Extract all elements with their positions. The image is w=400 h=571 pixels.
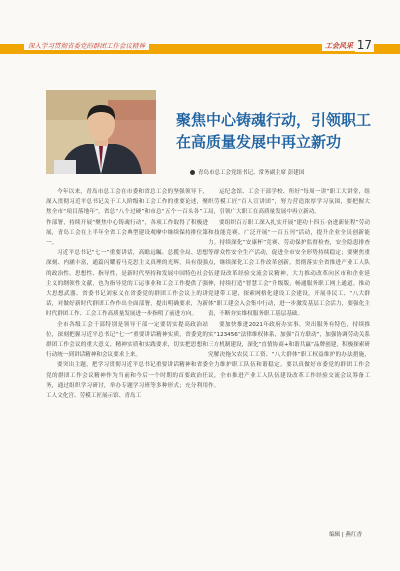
header-section-title: 深入学习贯彻省委党的群团工作会议精神 [24, 41, 149, 50]
article-column-right [208, 187, 370, 391]
paragraph: 运纪念馆、工会干部学校、所好“每周一讲”职工大讲堂，组织劳模工匠“百人宣讲团”，努力营造浓厚学习氛围，要把握大局，引领广大职工在高质量发展中再立新功。 [208, 189, 370, 216]
article-column-left [46, 187, 208, 401]
editor-credit: 编辑 | 燕红香 [329, 532, 362, 538]
paragraph: 要加快推进2021年政府办实事，突出服务有特色，持续推实“123456”法律维权体系，加强“百方联动”，加强协调劳动关系三方机制建设，深化“直情协商+和谐共赢”品牌创建，积极探索研究解决拖欠农民工工资、“八大群体”职工权益维护的办法措施，全力维护职工队伍和谐稳定。要以真做好市委党的群团工作会议，全市推进产业工人队伍建设改革工作经验交流会议筹备工作。 [208, 321, 370, 389]
header-column-name: 工会风采 [322, 41, 356, 51]
paragraph: 要组织百万职工深入扎实开展“建功十四五·奋进新征程”劳动和技能竞赛，广泛开展“一百五刊”活动，提升企业全员创新能力。持续深化“安康杯”竞赛、劳动保护监督检查，安全隐患排查等群众性安全生产活动，促进全市安全形势持续稳定；要聚焦重点，继续深化工会工作改革创新。贯彻落实全省推进产业工人队伍建设改革经验交流会议精神，大力推动改革向区市和企业延伸，持续打造“智慧工会”升级版，畅通服务职工网上通道。推动党建带工建，探索网格化建设工会建设，开展非民工、“八大群体”职工建会入会集中行动，进一步激发基层工会活力，要强化主责，不断夯实维权服务职工基层基础。 [208, 219, 370, 318]
paragraph: 要突出主题，把学习贯彻习近平总书记重要讲话精神和省委党的群团工作会议精神作为当前和今后一个时期的首要政治任务，通过组织学习研讨，举办专题学习班等多种形式；充分利用工人文化宫、劳模工匠展示馆、青岛工 [46, 362, 208, 400]
byline-text: 青岛市总工会党组书记、常务副主席 彭建国 [198, 170, 305, 176]
byline-bullet-icon [190, 170, 195, 175]
article-title: 聚焦中心铸魂行动，引领职工在高质量发展中再立新功 [176, 111, 372, 151]
paragraph: 全市各级工会干部特别是领导干部一定要切实提高政治站位，深刻把握习近平总书记“七一”重要讲话精神实质，省委党的群团工作会议的重大意义、精神实质和实践要求，切实把思想和行动统一到讲话精神和会议要求上来。 [46, 321, 208, 359]
page-number: 17 [356, 38, 372, 52]
paragraph: 今年以来，青岛市总工会在市委和省总工会的坚强领导下，深入贯彻习近平总书记关于工人阶级和工会工作的重要论述，聚焦全市“项目落地年”，省总“八个过硬”和市总“五个一百头各”工作部署，持续开展“聚焦中心铸魂行动”，各项工作取得了积极进展，青岛工会在上半年全省工会典型建设观摩中继续保持排位第一。 [46, 189, 208, 247]
article-byline [190, 168, 304, 176]
portrait-illustration [46, 90, 156, 174]
paragraph: 习近平总书记“七一”重要讲话，高瞻远瞩、总揽全局、思想深刻、内涵丰富，通篇闪耀着马克思主义真理的光辉，具有很强的政治性、思想性、指导性，是新时代坚持和发展中国特色社会主义的纲领性文献，也为指导党的工运事业和工会工作提供了强大思想武器。省委书记刘家义在省委党的群团工作会议上的讲话，对做好新时代群团工作作出全面部署，提出明确要求，为新时代群团工作、工会工作高质量发展进一步指明了前进方向。 [46, 250, 208, 318]
author-photo [46, 90, 156, 174]
